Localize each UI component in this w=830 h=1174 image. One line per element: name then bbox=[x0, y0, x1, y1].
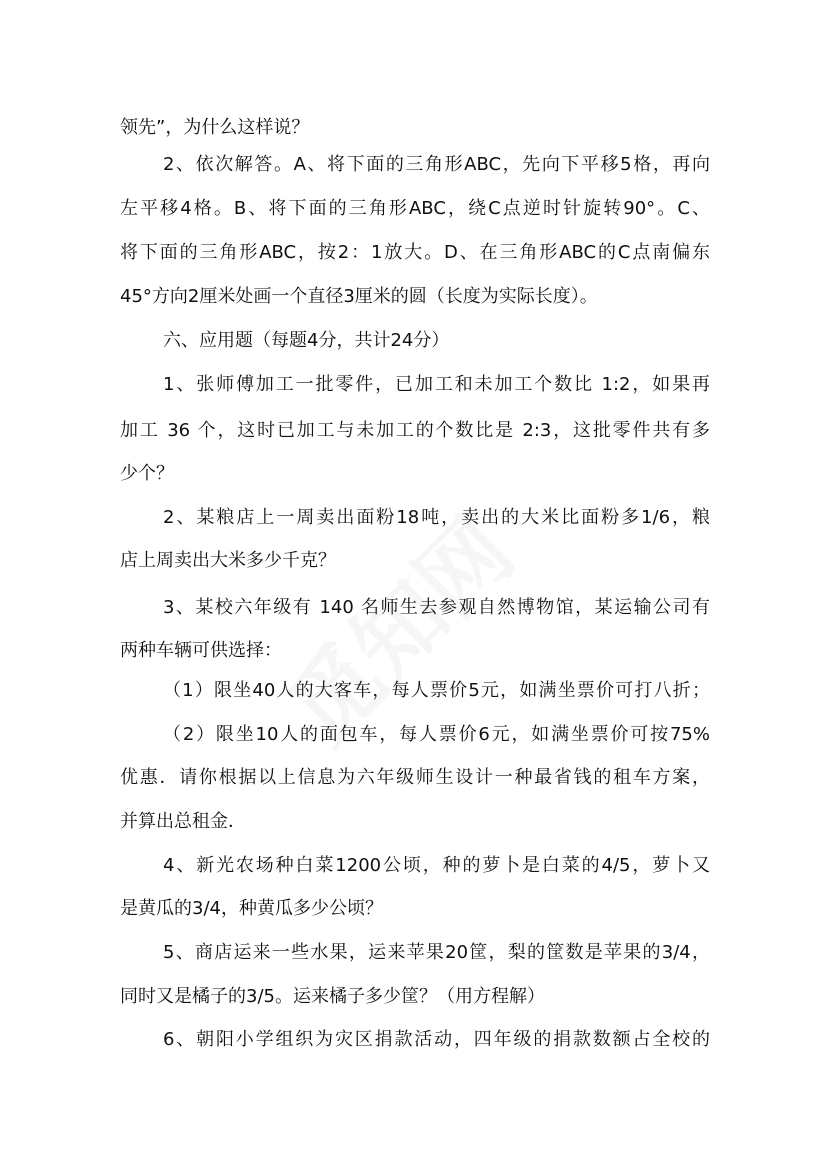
text-line: 加工 36 个，这时已加工与未加工的个数比是 2:3，这批零件共有多 bbox=[120, 420, 710, 441]
question-1-line: 1、张师傅加工一批零件，已加工和未加工个数比 1:2，如果再 bbox=[163, 374, 710, 395]
question-5-line: 5、商店运来一些水果，运来苹果20筐，梨的筐数是苹果的3/4， bbox=[163, 942, 710, 963]
question-6-line: 6、朝阳小学组织为灾区捐款活动，四年级的捐款数额占全校的 bbox=[163, 1029, 710, 1050]
question-4-line: 4、新光农场种白菜1200公顷，种的萝卜是白菜的4/5，萝卜又 bbox=[163, 855, 710, 876]
question-3-line: 3、某校六年级有 140 名师生去参观自然博物馆，某运输公司有 bbox=[163, 597, 710, 618]
question-2-line: 2、依次解答。A、将下面的三角形ABC，先向下平移5格，再向 bbox=[163, 154, 710, 175]
text-line: 左平移4格。B、将下面的三角形ABC，绕C点逆时针旋转90°。C、 bbox=[120, 198, 710, 219]
text-line: 同时又是橘子的3/5。运来橘子多少筐？（用方程解） bbox=[120, 986, 545, 1007]
text-line: 将下面的三角形ABC，按2：1放大。D、在三角形ABC的C点南偏东 bbox=[120, 242, 710, 263]
text-line: 并算出总租金． bbox=[120, 811, 246, 832]
text-line: 领先”，为什么这样说？ bbox=[120, 117, 310, 138]
text-line: 是黄瓜的3/4，种黄瓜多少公顷？ bbox=[120, 898, 383, 919]
text-line: 优惠．请你根据以上信息为六年级师生设计一种最省钱的租车方案， bbox=[120, 767, 710, 788]
option-1-line: （1）限坐40人的大客车，每人票价5元，如满坐票价可打八折； bbox=[163, 680, 710, 701]
question-2-line: 2、某粮店上一周卖出面粉18吨，卖出的大米比面粉多1/6，粮 bbox=[163, 507, 710, 528]
option-2-line: （2）限坐10人的面包车，每人票价6元，如满坐票价可按75% bbox=[163, 724, 710, 745]
text-line: 两种车辆可供选择： bbox=[120, 640, 282, 661]
text-line: 店上周卖出大米多少千克？ bbox=[120, 550, 336, 571]
section-heading: 六、应用题（每题4分，共计24分） bbox=[163, 330, 450, 351]
text-line: 45°方向2厘米处画一个直径3厘米的圆（长度为实际长度）。 bbox=[120, 286, 598, 307]
text-line: 少个？ bbox=[120, 463, 174, 484]
